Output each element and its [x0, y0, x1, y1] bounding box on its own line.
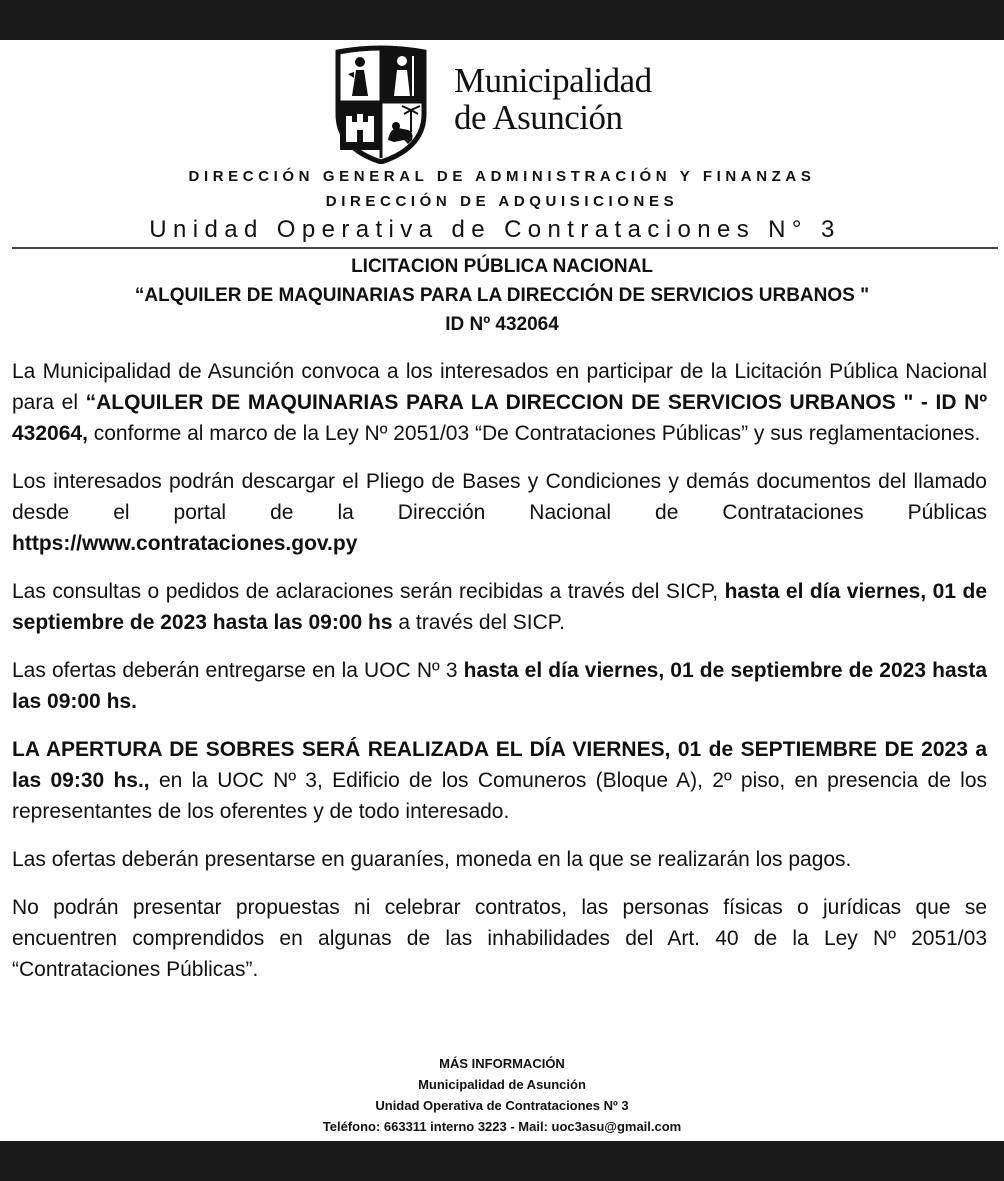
paragraph-ineligibility — [12, 892, 987, 985]
portal-url: https://www.contrataciones.gov.py — [12, 532, 358, 555]
footer-unit: Unidad Operativa de Contrataciones Nº 3 — [375, 1098, 629, 1113]
municipality-wordmark — [454, 62, 652, 136]
wordmark-line2: de Asunción — [454, 98, 623, 137]
divider — [12, 247, 998, 249]
unit-heading: Unidad Operativa de Contrataciones N° 3 — [149, 216, 841, 243]
text: a través del SICP. — [392, 611, 565, 634]
text: Las consultas o pedidos de aclaraciones serán recibidas a través del SICP, — [12, 580, 725, 603]
text: La Municipalidad de Asunción convoca a los interesados en participar de la Licitación Pública Nacional para el — [12, 360, 987, 414]
text: conforme al marco de la Ley Nº 2051/03 “De Contrataciones Públicas” y sus reglamentaciones. — [87, 422, 981, 445]
text: en la UOC Nº 3, Edificio de los Comuneros (Bloque A), 2º piso, en presencia de los representantes de los oferentes y de todo interesado. — [12, 769, 988, 823]
paragraph-download — [12, 466, 987, 559]
directorate-heading: DIRECCIÓN DE ADQUISICIONES — [325, 193, 679, 210]
municipal-coat-of-arms-logo — [332, 44, 430, 164]
paragraph-opening — [12, 734, 987, 827]
tender-id-title: ID Nº 432064 — [445, 314, 559, 335]
bottom-black-bar — [0, 1141, 1004, 1181]
tender-subject-title: “ALQUILER DE MAQUINARIAS PARA LA DIRECCIÓN DE SERVICIOS URBANOS " — [134, 285, 870, 306]
paragraph-offers-delivery — [12, 655, 987, 717]
bold-text: “ALQUILER DE MAQUINARIAS PARA LA DIRECCION DE SERVICIOS URBANOS " - ID Nº 432064, — [12, 391, 987, 445]
notice-body — [12, 356, 987, 1002]
paragraph-currency — [12, 844, 987, 875]
footer-contact: Teléfono: 663311 interno 3223 - Mail: uoc3asu@gmail.com — [322, 1119, 682, 1134]
text: Las ofertas deberán entregarse en la UOC Nº 3 — [12, 659, 464, 682]
tender-type-title: LICITACION PÚBLICA NACIONAL — [351, 256, 653, 277]
department-heading: DIRECCIÓN GENERAL DE ADMINISTRACIÓN Y FINANZAS — [188, 168, 816, 185]
footer-heading: MÁS INFORMACIÓN — [439, 1056, 565, 1071]
contact-footer — [0, 1053, 1004, 1137]
text: Los interesados podrán descargar el Pliego de Bases y Condiciones y demás documentos del llamado desde el portal de la Dirección Nacional de Contrataciones Públicas — [12, 470, 987, 524]
text: Las ofertas deberán presentarse en guaraníes, moneda en la que se realizarán los pagos. — [12, 848, 852, 871]
footer-organization: Municipalidad de Asunción — [418, 1077, 586, 1092]
page-header — [0, 44, 1004, 168]
bold-text: hasta el día viernes, 01 de septiembre de 2023 hasta las 09:00 hs. — [12, 659, 987, 713]
bold-text: hasta el día viernes, 01 de septiembre de 2023 hasta las 09:00 hs — [12, 580, 987, 634]
top-black-bar — [0, 0, 1004, 40]
paragraph-convocation — [12, 356, 987, 449]
paragraph-queries — [12, 576, 987, 638]
text: No podrán presentar propuestas ni celebrar contratos, las personas físicas o jurídicas que se encuentren comprendidos en algunas de las inhabilidades del Art. 40 de la Ley Nº 2051/03 “Contrataciones Públicas”. — [12, 896, 987, 981]
bold-text: LA APERTURA DE SOBRES SERÁ REALIZADA EL DÍA VIERNES, 01 de SEPTIEMBRE DE 2023 a las 09:30 hs., — [12, 738, 987, 792]
wordmark-line1: Municipalidad — [454, 61, 652, 100]
